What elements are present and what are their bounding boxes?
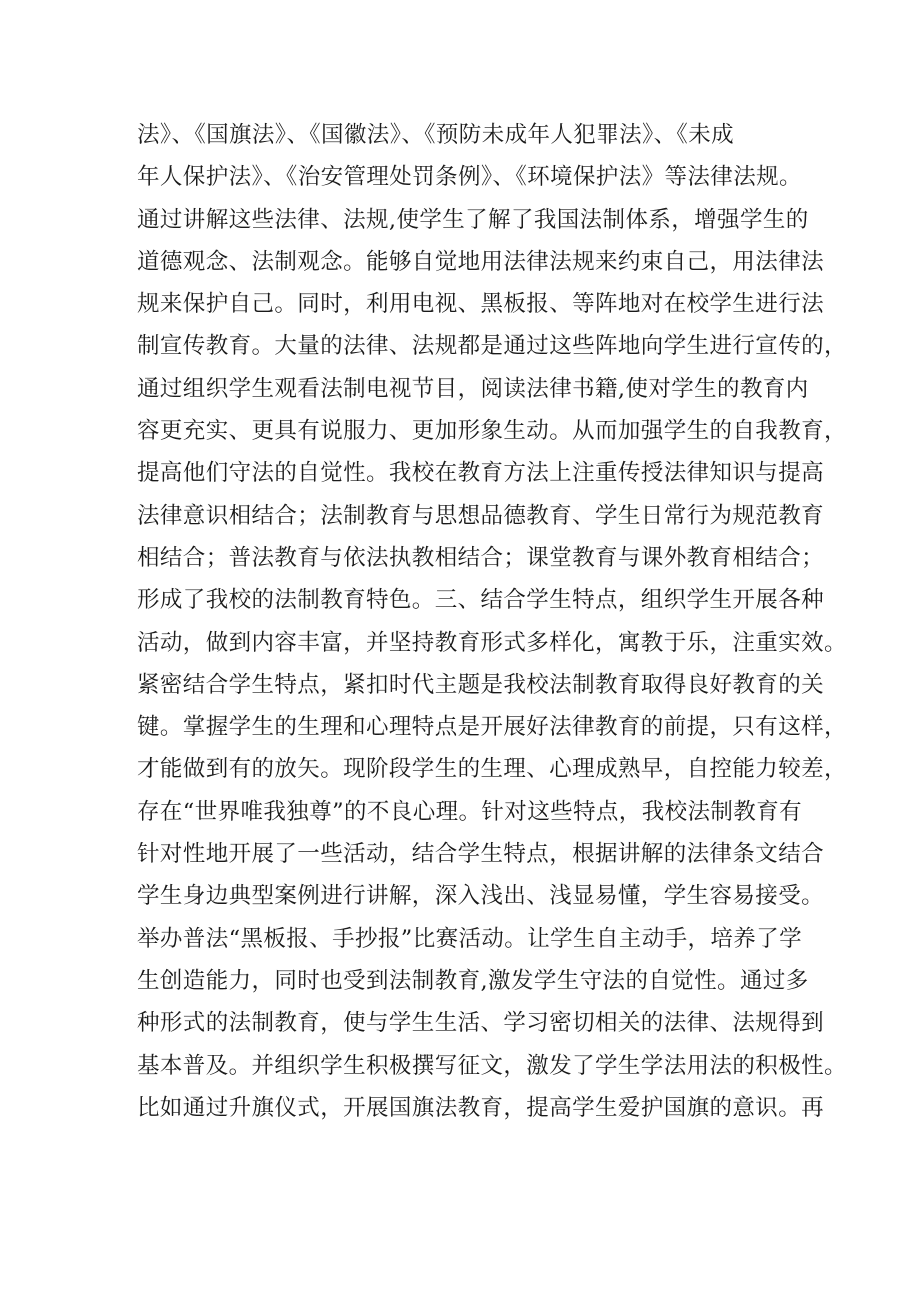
text-line: 比如通过升旗仪式，开展国旗法教育，提高学生爱护国旗的意识。再 <box>137 1094 825 1121</box>
text-line: 基本普及。并组织学生积极撰写征文，激发了学生学法用法的积极性。 <box>137 1052 847 1079</box>
text-line: 年人保护法》、《治安管理处罚条例》、《环境保护法》等法律法规。 <box>137 164 802 191</box>
text-line: 形成了我校的法制教育特色。三、结合学生特点，组织学生开展各种 <box>137 587 825 614</box>
text-line: 容更充实、更具有说服力、更加形象生动。从而加强学生的自我教育， <box>137 418 847 445</box>
text-line: 种形式的法制教育，使与学生生活、学习密切相关的法律、法规得到 <box>137 1010 825 1037</box>
text-line: 提高他们守法的自觉性。我校在教育方法上注重传授法律知识与提高 <box>137 460 825 487</box>
text-line: 生创造能力，同时也受到法制教育,激发学生守法的自觉性。通过多 <box>137 967 809 994</box>
text-line: 针对性地开展了一些活动，结合学生特点，根据讲解的法律条文结合 <box>137 841 825 868</box>
text-line: 通过组织学生观看法制电视节目，阅读法律书籍,使对学生的教育内 <box>137 375 809 402</box>
text-line: 活动，做到内容丰富，并坚持教育形式多样化，寓教于乐，注重实效。 <box>137 629 847 656</box>
text-line: 通过讲解这些法律、法规,使学生了解了我国法制体系，增强学生的 <box>137 206 809 233</box>
text-line: 制宣传教育。大量的法律、法规都是通过这些阵地向学生进行宣传的， <box>137 333 847 360</box>
text-line: 法律意识相结合；法制教育与思想品德教育、学生日常行为规范教育 <box>137 502 825 529</box>
text-line: 才能做到有的放矢。现阶段学生的生理、心理成熟早，自控能力较差， <box>137 756 847 783</box>
text-line: 举办普法“黑板报、手抄报”比赛活动。让学生自主动手，培养了学 <box>137 925 803 952</box>
text-line: 法》、《国旗法》、《国徽法》、《预防未成年人犯罪法》、《未成 <box>137 122 735 148</box>
text-line: 道德观念、法制观念。能够自觉地用法律法规来约束自己，用法律法 <box>137 248 825 275</box>
text-line: 规来保护自己。同时，利用电视、黑板报、等阵地对在校学生进行法 <box>137 291 825 318</box>
text-line: 键。掌握学生的生理和心理特点是开展好法律教育的前提，只有这样， <box>137 714 847 741</box>
text-line: 紧密结合学生特点，紧扣时代主题是我校法制教育取得良好教育的关 <box>137 671 825 698</box>
text-line: 相结合；普法教育与依法执教相结合；课堂教育与课外教育相结合； <box>137 544 825 571</box>
text-line: 学生身边典型案例进行讲解，深入浅出、浅显易懂，学生容易接受。 <box>137 883 825 910</box>
body-text <box>137 114 847 1129</box>
text-line: 存在“世界唯我独尊”的不良心理。针对这些特点，我校法制教育有 <box>137 798 803 825</box>
